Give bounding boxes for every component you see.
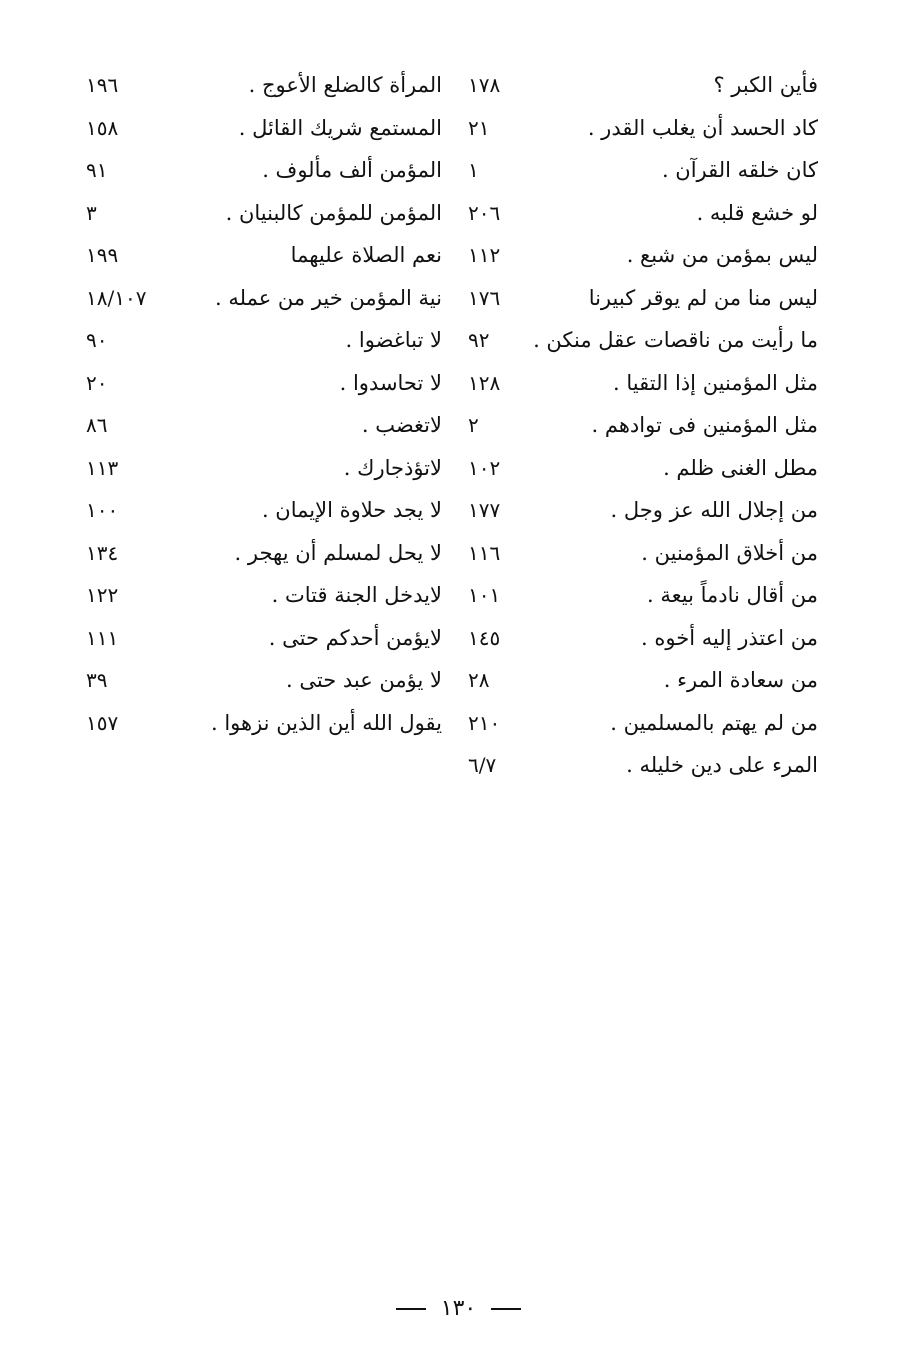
page-number: ١٣٠ <box>440 1296 477 1321</box>
entry-page-number: ٩٠ <box>86 328 108 353</box>
entry-page-number: ١٣٤ <box>86 540 119 565</box>
entry-page-number: ١٥٧ <box>86 710 119 735</box>
entry-text: نية المؤمن خير من عمله . <box>215 285 442 310</box>
entry-page-number: ٨٦ <box>86 413 108 438</box>
index-entry <box>462 234 818 277</box>
index-entry <box>462 532 818 575</box>
index-entry <box>462 64 818 107</box>
entry-text: لا يؤمن عبد حتى . <box>286 668 442 693</box>
index-column-left <box>80 64 442 744</box>
entry-text: كان خلقه القرآن . <box>661 158 818 183</box>
entry-page-number: ٢ <box>468 413 479 438</box>
entry-text: المرأة كالضلع الأعوج . <box>248 73 442 98</box>
index-entry <box>462 319 818 362</box>
entry-text: فأين الكبر ؟ <box>713 73 818 98</box>
index-entry <box>80 277 442 320</box>
index-entry <box>80 659 442 702</box>
entry-page-number: ١٠٠ <box>86 498 119 523</box>
entry-page-number: ٩٢ <box>468 328 490 353</box>
index-entry <box>462 659 818 702</box>
footer-dash-right <box>491 1308 521 1310</box>
index-entry <box>462 107 818 150</box>
entry-text: لاتؤذجارك . <box>343 455 442 480</box>
index-column-right <box>462 64 818 787</box>
entry-text: لاتغضب . <box>361 413 442 438</box>
entry-text: من سعادة المرء . <box>663 668 818 693</box>
entry-page-number: ٢٠ <box>86 370 108 395</box>
entry-page-number: ١١١ <box>86 625 119 650</box>
entry-text: من لم يهتم بالمسلمين . <box>610 710 818 735</box>
entry-page-number: ١٠١ <box>468 583 501 608</box>
entry-page-number: ١٢٨ <box>468 370 501 395</box>
index-entry <box>80 404 442 447</box>
entry-text: يقول الله أين الذين نزهوا . <box>210 710 442 735</box>
entry-text: كاد الحسد أن يغلب القدر . <box>587 115 818 140</box>
index-entry <box>80 447 442 490</box>
entry-page-number: ٦/٧ <box>468 753 497 778</box>
entry-text: لا يحل لمسلم أن يهجر . <box>234 540 442 565</box>
entry-page-number: ٢١ <box>468 115 490 140</box>
entry-page-number: ١٠٢ <box>468 455 501 480</box>
entry-page-number: ٣٩ <box>86 668 108 693</box>
index-entry <box>80 319 442 362</box>
index-entry <box>462 489 818 532</box>
entry-page-number: ١ <box>468 158 479 183</box>
entry-text: المؤمن ألف مألوف . <box>262 158 442 183</box>
index-entry <box>80 489 442 532</box>
entry-text: لايؤمن أحدكم حتى . <box>268 625 442 650</box>
entry-page-number: ١٢٢ <box>86 583 119 608</box>
entry-page-number: ١٥٨ <box>86 115 119 140</box>
entry-page-number: ١٤٥ <box>468 625 501 650</box>
footer-dash-left <box>396 1308 426 1310</box>
entry-page-number: ١٨/١٠٧ <box>86 285 147 310</box>
entry-text: من إجلال الله عز وجل . <box>610 498 818 523</box>
index-entry <box>462 744 818 787</box>
entry-page-number: ١٩٦ <box>86 73 119 98</box>
entry-page-number: ١٧٧ <box>468 498 501 523</box>
entry-page-number: ١٩٩ <box>86 243 119 268</box>
entry-text: لو خشع قلبه . <box>696 200 818 225</box>
entry-text: مثل المؤمنين فى توادهم . <box>591 413 818 438</box>
index-entry <box>462 192 818 235</box>
entry-text: من أخلاق المؤمنين . <box>641 540 818 565</box>
index-entry <box>462 574 818 617</box>
entry-text: من أقال نادماً بيعة . <box>647 583 818 608</box>
entry-text: ما رأيت من ناقصات عقل منكن . <box>533 328 818 353</box>
entry-page-number: ١١٦ <box>468 540 501 565</box>
entry-text: مطل الغنى ظلم . <box>663 455 818 480</box>
entry-page-number: ١١٣ <box>86 455 119 480</box>
entry-page-number: ٩١ <box>86 158 108 183</box>
entry-page-number: ٣ <box>86 200 97 225</box>
index-entry <box>462 702 818 745</box>
entry-page-number: ١١٢ <box>468 243 501 268</box>
index-entry <box>80 64 442 107</box>
entry-text: مثل المؤمنين إذا التقيا . <box>613 370 818 395</box>
index-entry <box>462 617 818 660</box>
index-entry <box>80 532 442 575</box>
index-entry <box>462 362 818 405</box>
entry-text: من اعتذر إليه أخوه . <box>641 625 818 650</box>
entry-page-number: ٢٠٦ <box>468 200 501 225</box>
index-entry <box>80 617 442 660</box>
entry-text: نعم الصلاة عليهما <box>290 243 442 268</box>
index-entry <box>462 149 818 192</box>
entry-text: لا تباغضوا . <box>345 328 442 353</box>
entry-text: لا تحاسدوا . <box>339 370 442 395</box>
index-entry <box>80 107 442 150</box>
index-entry <box>80 234 442 277</box>
entry-page-number: ١٧٦ <box>468 285 501 310</box>
index-entry <box>462 277 818 320</box>
entry-page-number: ١٧٨ <box>468 73 501 98</box>
entry-text: المرء على دين خليله . <box>626 753 818 778</box>
index-entry <box>80 192 442 235</box>
index-entry <box>80 574 442 617</box>
index-entry <box>462 447 818 490</box>
entry-text: المستمع شريك القائل . <box>238 115 442 140</box>
index-entry <box>80 702 442 745</box>
entry-page-number: ٢١٠ <box>468 710 501 735</box>
entry-text: المؤمن للمؤمن كالبنيان . <box>225 200 442 225</box>
page-footer <box>0 1296 917 1321</box>
entry-text: لا يجد حلاوة الإيمان . <box>261 498 442 523</box>
entry-text: ليس بمؤمن من شبع . <box>626 243 818 268</box>
index-entry <box>80 149 442 192</box>
index-entry <box>80 362 442 405</box>
entry-text: لايدخل الجنة قتات . <box>271 583 442 608</box>
entry-page-number: ٢٨ <box>468 668 490 693</box>
index-entry <box>462 404 818 447</box>
entry-text: ليس منا من لم يوقر كبيرنا <box>588 285 818 310</box>
